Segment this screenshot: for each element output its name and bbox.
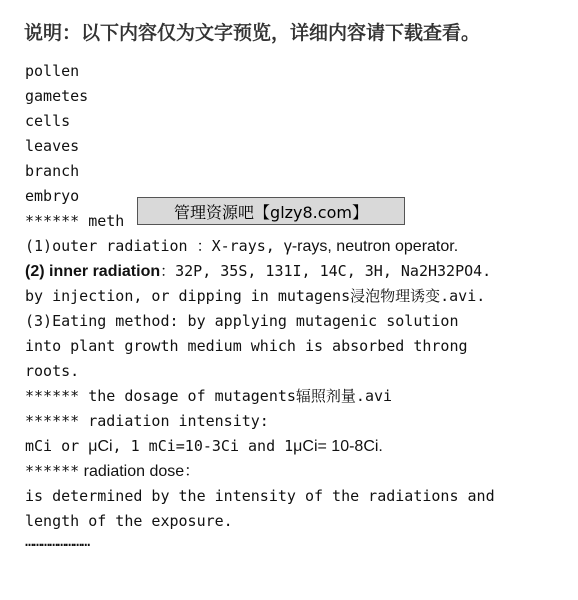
text-line: cells [25,112,71,130]
text-line: embryo [25,187,80,205]
text-line: ****** meth [25,212,125,230]
text-line: leaves [25,137,80,155]
text-line [25,459,565,484]
text-line: gametes [25,87,89,105]
text-line [25,259,565,284]
text-line: length of the exposure. [25,512,233,530]
text-line: roots. [25,362,80,380]
text-segment: ：32P, 35S, 131I, 14C, 3H, Na2H32PO4. [160,262,492,280]
preview-notice: 说明：以下内容仅为文字预览，详细内容请下载查看。 [24,22,481,44]
text-line: (3)Eating method: by applying mutagenic solution [25,312,459,330]
watermark-stamp: 管理资源吧【glzy8.com】 [137,197,405,225]
text-segment: ****** [25,462,80,480]
text-segment: , 1 mCi=10-3Ci and 1 [112,437,294,455]
text-line: is determined by the intensity of the radiations and [25,487,495,505]
text-line: pollen [25,62,80,80]
document-body [25,59,565,554]
text-segment: μCi [88,438,113,455]
text-segment: mCi or [25,437,89,455]
text-segment: μCi= 10-8Ci. [293,438,383,455]
text-segment: γ-rays, neutron operator. [283,238,459,255]
text-segment: (2) inner radiation [25,263,161,280]
text-segment: (1)outer radiation ：X-rays, [25,237,284,255]
text-line: into plant growth medium which is absorbed throng [25,337,468,355]
text-line: ****** the dosage of mutagents辐照剂量.avi [25,387,393,405]
text-line [25,434,565,459]
text-line: ****** radiation intensity: [25,412,269,430]
text-line: branch [25,162,80,180]
text-line: by injection, or dipping in mutagens浸泡物理诱变.avi. [25,287,486,305]
text-line [25,234,565,259]
ellipsis-dots: …………………… [25,532,90,550]
text-segment: radiation dose： [79,463,201,480]
